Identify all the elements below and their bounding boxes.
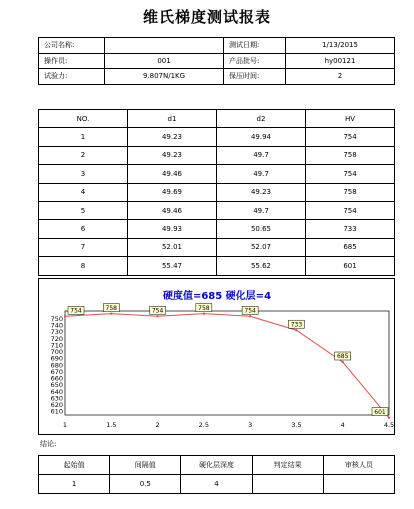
reviewer-value — [323, 475, 394, 494]
cell-hv: 754 — [306, 128, 395, 146]
x-tick-label: 1 — [62, 421, 68, 429]
y-tick-label: 640 — [50, 387, 63, 396]
cell-d2: 49.7 — [217, 201, 306, 219]
table-row — [39, 183, 395, 201]
company-label: 公司名称: — [39, 38, 105, 54]
measurement-header-row — [39, 110, 395, 128]
table-row — [39, 128, 395, 146]
reviewer-header: 审核人员 — [323, 456, 394, 475]
operator-value: 001 — [105, 53, 224, 69]
summary-header-row — [39, 456, 395, 475]
test-force-value: 9.807N/1KG — [105, 69, 224, 85]
cell-d1: 49.93 — [128, 220, 217, 238]
y-tick-label: 620 — [50, 401, 63, 410]
measurement-table — [38, 109, 395, 276]
cell-d1: 55.47 — [128, 257, 217, 275]
cell-hv: 601 — [306, 257, 395, 275]
data-label: 754 — [151, 307, 164, 315]
data-point — [203, 312, 205, 314]
summary-value-row — [39, 475, 395, 494]
cell-d1: 49.69 — [128, 183, 217, 201]
start-value: 1 — [39, 475, 110, 494]
y-tick-label: 690 — [50, 354, 63, 363]
test-date-label: 测试日期: — [224, 38, 286, 54]
x-tick-label: 3.5 — [291, 421, 302, 429]
y-tick-label: 750 — [50, 314, 63, 323]
table-row — [39, 220, 395, 238]
report-title: 维氏梯度测试报表 — [142, 8, 271, 26]
cell-d2: 49.7 — [217, 165, 306, 183]
chart-canvas — [39, 279, 394, 434]
y-tick-label: 680 — [50, 361, 63, 370]
x-tick-label: 3 — [248, 421, 253, 429]
judgement-header: 判定结果 — [252, 456, 323, 475]
y-tick-label: 610 — [50, 407, 63, 416]
info-table — [38, 37, 395, 85]
data-point — [388, 416, 390, 418]
x-tick-label: 4 — [340, 421, 345, 429]
table-row — [39, 165, 395, 183]
cell-no: 1 — [39, 128, 128, 146]
cell-hv: 754 — [306, 201, 395, 219]
table-row — [39, 257, 395, 275]
table-row — [39, 238, 395, 256]
x-tick-label: 2 — [155, 421, 160, 429]
cell-d1: 52.01 — [128, 238, 217, 256]
cell-d2: 55.62 — [217, 257, 306, 275]
data-label: 685 — [336, 353, 349, 361]
data-point — [110, 312, 112, 314]
cell-hv: 733 — [306, 220, 395, 238]
data-point — [64, 315, 66, 317]
test-force-label: 试验力: — [39, 69, 105, 85]
data-label: 754 — [244, 307, 256, 315]
cell-d1: 49.46 — [128, 165, 217, 183]
start-value-header: 起始值 — [39, 456, 110, 475]
cell-d1: 49.46 — [128, 201, 217, 219]
cell-d2: 49.94 — [217, 128, 306, 146]
cell-d2: 52.07 — [217, 238, 306, 256]
dwell-time-label: 保压时间: — [224, 69, 286, 85]
batch-label: 产品批号: — [224, 53, 286, 69]
data-label: 733 — [290, 321, 303, 329]
case-depth-header: 硬化层深度 — [181, 456, 252, 475]
dwell-time-value: 2 — [286, 69, 395, 85]
batch-value: hy00121 — [286, 53, 395, 69]
interval-header: 间隔值 — [110, 456, 181, 475]
y-tick-label: 720 — [50, 334, 63, 343]
data-label: 754 — [70, 307, 82, 315]
test-date-value: 1/13/2015 — [286, 38, 395, 54]
data-label: 758 — [105, 304, 118, 312]
cell-hv: 758 — [306, 183, 395, 201]
judgement-value — [252, 475, 323, 494]
data-point — [249, 315, 251, 317]
cell-hv: 754 — [306, 165, 395, 183]
data-point — [342, 361, 344, 363]
header-no: NO. — [39, 110, 128, 128]
table-row — [39, 201, 395, 219]
cell-d1: 49.23 — [128, 146, 217, 164]
cell-no: 5 — [39, 201, 128, 219]
plot-frame — [65, 311, 389, 415]
data-label: 601 — [374, 408, 386, 416]
case-depth-value: 4 — [181, 475, 252, 494]
y-tick-label: 730 — [50, 328, 63, 337]
header-d1: d1 — [128, 110, 217, 128]
data-label: 758 — [198, 304, 210, 312]
info-row — [39, 69, 395, 85]
cell-no: 4 — [39, 183, 128, 201]
y-tick-label: 740 — [50, 321, 63, 330]
conclusion-label: 结论: — [40, 440, 57, 448]
x-tick-label: 4.5 — [383, 421, 394, 429]
y-tick-label: 700 — [50, 348, 63, 357]
y-tick-label: 650 — [50, 381, 63, 390]
x-tick-label: 2.5 — [198, 421, 210, 429]
chart-title: 硬度值=685 硬化层=4 — [162, 291, 272, 302]
info-row — [39, 38, 395, 54]
operator-label: 操作员: — [39, 53, 105, 69]
cell-d1: 49.23 — [128, 128, 217, 146]
y-tick-label: 670 — [50, 367, 63, 376]
company-value — [105, 38, 224, 54]
header-hv: HV — [306, 110, 395, 128]
info-row — [39, 53, 395, 69]
chart-axes — [51, 311, 394, 429]
x-tick-label: 1.5 — [106, 421, 117, 429]
y-tick-label: 630 — [50, 394, 63, 403]
cell-no: 6 — [39, 220, 128, 238]
header-d2: d2 — [217, 110, 306, 128]
cell-hv: 758 — [306, 146, 395, 164]
y-tick-label: 660 — [50, 374, 63, 383]
cell-no: 2 — [39, 146, 128, 164]
cell-no: 7 — [39, 238, 128, 256]
data-point — [295, 329, 297, 331]
interval-value: 0.5 — [110, 475, 181, 494]
y-tick-label: 710 — [50, 341, 63, 350]
cell-d2: 49.7 — [217, 146, 306, 164]
hardness-chart — [38, 278, 395, 435]
cell-hv: 685 — [306, 238, 395, 256]
cell-d2: 49.23 — [217, 183, 306, 201]
summary-table — [38, 455, 395, 494]
table-row — [39, 146, 395, 164]
cell-no: 8 — [39, 257, 128, 275]
data-point — [156, 315, 158, 317]
cell-no: 3 — [39, 165, 128, 183]
cell-d2: 50.65 — [217, 220, 306, 238]
